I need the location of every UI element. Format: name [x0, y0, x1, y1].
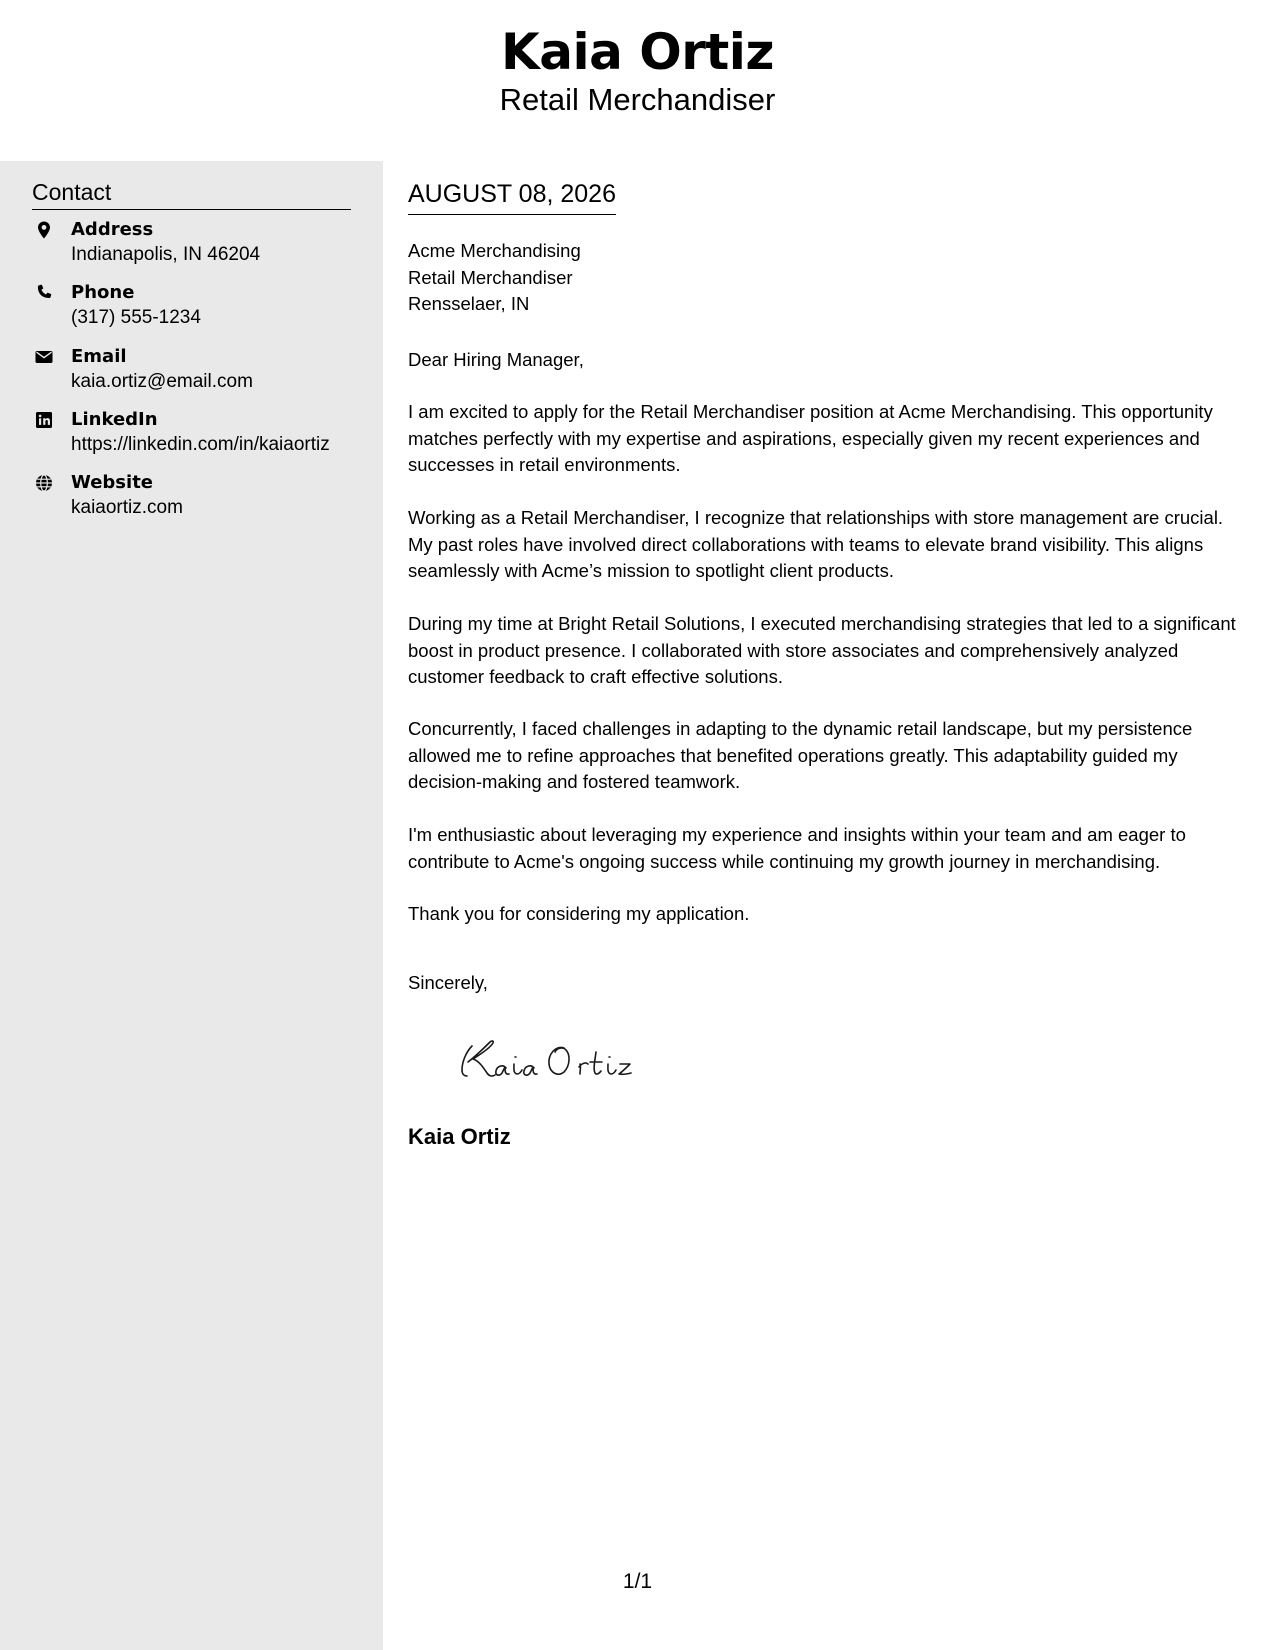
- page-number: 1/1: [622, 1570, 653, 1593]
- candidate-name: Kaia Ortiz: [500, 23, 775, 81]
- candidate-title: Retail Merchandiser: [499, 82, 776, 117]
- letter-date: AUGUST 08, 2026: [408, 176, 616, 215]
- recipient-location: Rensselaer, IN: [408, 293, 530, 314]
- contact-label: LinkedIn: [71, 409, 158, 430]
- salutation: Dear Hiring Manager,: [408, 349, 584, 370]
- globe-icon: [34, 473, 54, 493]
- contact-item-email: [32, 345, 372, 401]
- paragraph: Thank you for considering my application.: [408, 903, 750, 924]
- header: [0, 0, 1275, 161]
- signer-name: Kaia Ortiz: [408, 1124, 511, 1149]
- contact-item-address: [32, 218, 372, 274]
- phone-value: (317) 555-1234: [71, 307, 201, 328]
- paragraph: I am excited to apply for the Retail Merchandiser position at Acme Merchandising. This opportunity matches perfectly with my expertise and aspirations, especially given my recent experiences and successes in retail environments.: [408, 401, 1213, 475]
- contact-heading: Contact: [32, 176, 351, 210]
- linkedin-link[interactable]: https://linkedin.com/in/kaiaortiz: [71, 434, 330, 455]
- contact-item-website: [32, 471, 372, 527]
- sidebar: [0, 161, 383, 1650]
- address-value: Indianapolis, IN 46204: [71, 244, 261, 265]
- envelope-icon: [34, 347, 54, 367]
- contact-label: Phone: [71, 282, 135, 303]
- paragraph: I'm enthusiastic about leveraging my experience and insights within your team and am eager to contribute to Acme's ongoing success while continuing my growth journey in merchandising.: [408, 824, 1186, 872]
- closing: Sincerely,: [408, 972, 488, 993]
- contact-label: Website: [71, 472, 154, 493]
- handwritten-signature: [448, 1032, 648, 1092]
- recipient-position: Retail Merchandiser: [408, 266, 573, 288]
- recipient-block: [408, 238, 581, 318]
- contact-item-phone: [32, 281, 372, 337]
- contact-label: Address: [71, 219, 154, 240]
- contact-label: Email: [71, 346, 127, 367]
- email-link[interactable]: kaia.ortiz@email.com: [71, 371, 253, 392]
- paragraph: Concurrently, I faced challenges in adapting to the dynamic retail landscape, but my persistence allowed me to refine approaches that benefited operations greatly. This adaptability guided my decision-making and fostered teamwork.: [408, 718, 1193, 792]
- recipient-company: Acme Merchandising: [408, 240, 581, 261]
- paragraph: During my time at Bright Retail Solutions, I executed merchandising strategies that led to a significant boost in product presence. I collaborated with store associates and comprehensively analyzed customer feedback to craft effective solutions.: [408, 613, 1236, 687]
- phone-icon: [34, 283, 54, 303]
- paragraph: Working as a Retail Merchandiser, I recognize that relationships with store management are crucial. My past roles have involved direct collaborations with teams to elevate brand visibility. This aligns seamlessly with Acme’s mission to spotlight client products.: [408, 507, 1224, 581]
- map-pin-icon: [34, 220, 54, 240]
- website-link[interactable]: kaiaortiz.com: [71, 497, 183, 518]
- linkedin-icon: [34, 410, 54, 430]
- contact-item-linkedin: [32, 408, 372, 464]
